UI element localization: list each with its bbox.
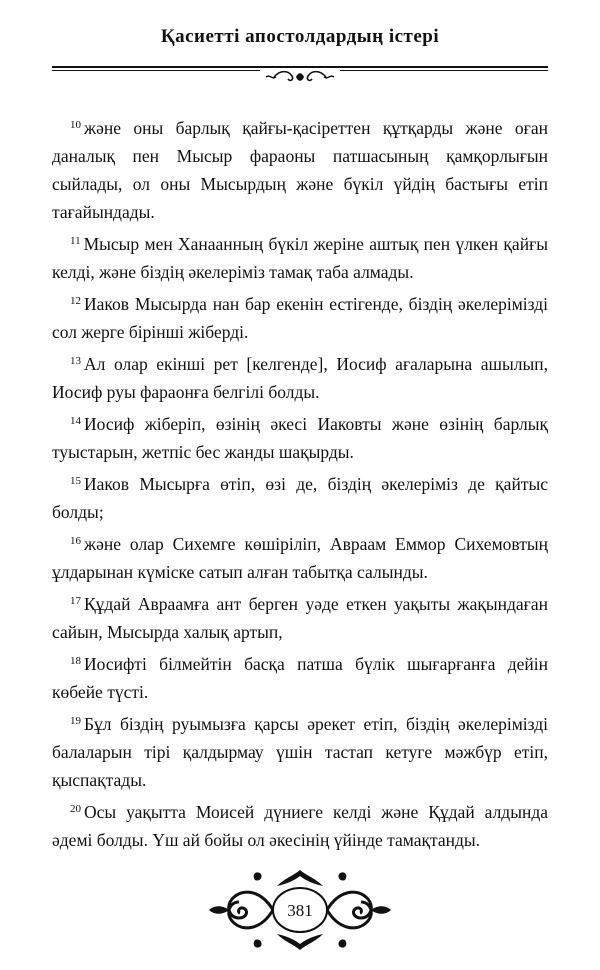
verse-13 — [52, 350, 548, 406]
running-header-title: Қасиетті апостолдардың істері — [160, 26, 440, 47]
verse-12 — [52, 290, 548, 346]
verse-20 — [52, 798, 548, 854]
verse-number: 20 — [70, 803, 81, 815]
verse-19 — [52, 710, 548, 794]
verse-text: Құдай Авраамға ант берген уәде еткен уақыты жақындаған сайын, Мысырда халық артып, — [52, 594, 548, 642]
verse-number: 17 — [70, 595, 81, 607]
verse-18 — [52, 650, 548, 706]
verse-number: 19 — [70, 715, 81, 727]
verse-number: 13 — [70, 355, 81, 367]
body-text — [52, 114, 548, 858]
verse-number: 18 — [70, 655, 81, 667]
verse-15 — [52, 470, 548, 526]
verse-text: Иаков Мысырда нан бар екенін естігенде, біздің әкелерімізді сол жерге бірінші жіберді. — [52, 294, 548, 342]
verse-number: 11 — [70, 235, 81, 247]
verse-text: және олар Сихемге көшіріліп, Авраам Еммор Сихемовтың ұлдарынан күміске сатып алған табытқа салынды. — [52, 534, 548, 582]
verse-text: және оны барлық қайғы-қасіреттен құтқарды және оған даналық пен Мысыр фараоны патшасының қамқорлығын сыйлады, ол оны Мысырдың және бүкіл үйдің бастығы етіп тағайындады. — [52, 118, 548, 222]
verse-number: 15 — [70, 475, 81, 487]
verse-text: Ал олар екінші рет [келгенде], Иосиф ағаларына ашылып, Иосиф руы фараонға белгілі болды. — [52, 354, 548, 402]
verse-text: Иосиф жіберіп, өзінің әкесі Иаковты және өзінің барлық туыстарын, жетпіс бес жанды шақырды. — [52, 414, 548, 462]
verse-14 — [52, 410, 548, 466]
verse-number: 14 — [70, 415, 81, 427]
verse-text: Иаков Мысырға өтіп, өзі де, біздің әкелеріміз де қайтыс болды; — [52, 474, 548, 522]
verse-text: Иосифті білмейтін басқа патша бүлік шығарғанға дейін көбейе түсті. — [52, 654, 548, 702]
header-flourish-icon — [260, 68, 340, 86]
verse-number: 12 — [70, 295, 81, 307]
verse-10 — [52, 114, 548, 226]
verse-17 — [52, 590, 548, 646]
verse-text: Мысыр мен Ханаанның бүкіл жеріне аштық пен үлкен қайғы келді, және біздің әкелеріміз тамақ таба алмады. — [52, 234, 548, 282]
verse-text: Бұл біздің руымызға қарсы әрекет етіп, біздің әкелерімізді балаларын тірі қалдырмау үшін тастап кетуге мәжбүр етіп, қыспақтады. — [52, 714, 548, 790]
verse-number: 16 — [70, 535, 81, 547]
page-number: 381 — [287, 901, 313, 920]
verse-11 — [52, 230, 548, 286]
verse-text: Осы уақытта Моисей дүниеге келді және Құдай алдында әдемі болды. Үш ай бойы ол әкесінің үйінде тамақтанды. — [52, 802, 548, 850]
verse-16 — [52, 530, 548, 586]
verse-number: 10 — [70, 119, 81, 131]
